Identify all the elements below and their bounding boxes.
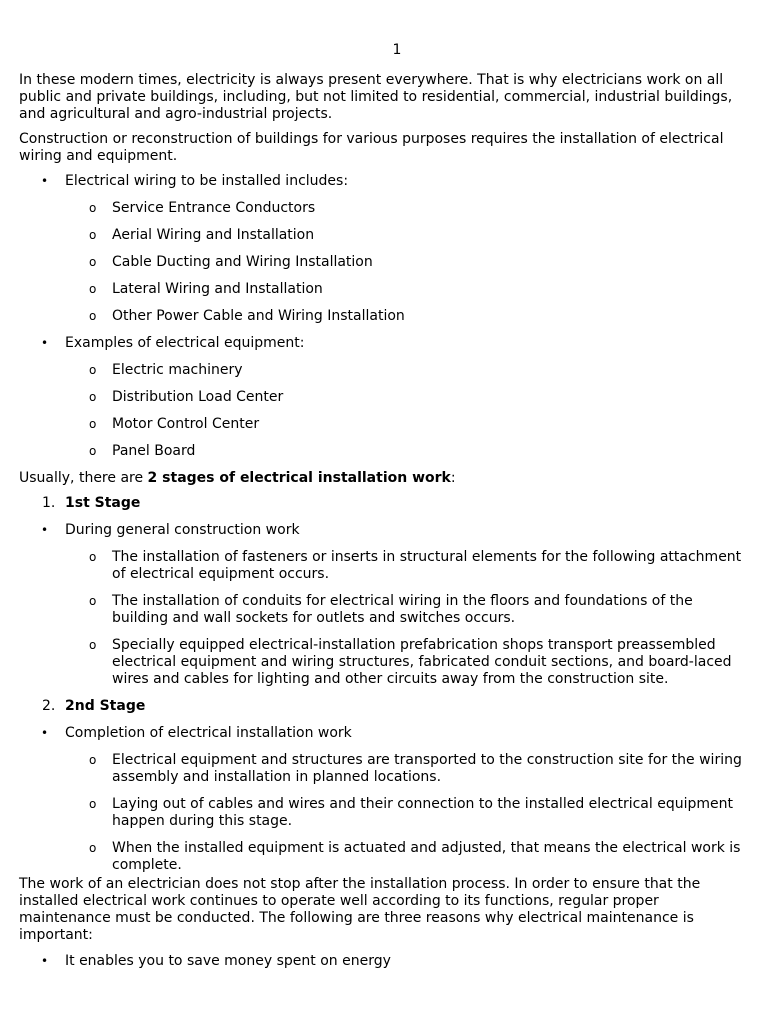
circle-bullet-icon: o xyxy=(89,638,97,652)
list-item: o Electric machinery xyxy=(89,362,243,378)
circle-bullet-icon: o xyxy=(89,753,97,767)
list-item: o When the installed equipment is actuated and adjusted, that means the electrical work is complete. xyxy=(89,840,741,873)
list-item: • It enables you to save money spent on energy xyxy=(41,953,391,969)
circle-bullet-icon: o xyxy=(89,363,97,377)
circle-bullet-icon: o xyxy=(89,417,97,431)
list-item: o Electrical equipment and structures are transported to the construction site for the wiring assembly and installation in planned locations. xyxy=(89,752,742,785)
list-item: o Other Power Cable and Wiring Installation xyxy=(89,308,405,324)
maintenance-list xyxy=(19,953,750,970)
intro-paragraph-2: Construction or reconstruction of buildings for various purposes requires the installation of electrical wiring and equipment. xyxy=(19,131,724,164)
stage-1 xyxy=(19,495,750,512)
wiring-section xyxy=(19,173,750,325)
wiring-heading xyxy=(19,173,750,190)
list-item: o The installation of conduits for electrical wiring in the floors and foundations of the building and wall sockets for outlets and switches occurs. xyxy=(89,593,693,626)
bullet-icon: • xyxy=(41,523,49,537)
page-number: 1 xyxy=(392,42,402,58)
stage-title: 1st Stage xyxy=(65,495,141,511)
equipment-heading xyxy=(19,335,750,352)
list-item: o Cable Ducting and Wiring Installation xyxy=(89,254,373,270)
circle-bullet-icon: o xyxy=(89,201,97,215)
intro-paragraph-1: In these modern times, electricity is always present everywhere. That is why electricians work on all public and private buildings, including, but not limited to residential, commercial, industrial buildings, and agricultural and agro-industrial projects. xyxy=(19,72,733,122)
stage-title: 2nd Stage xyxy=(65,698,146,714)
stage-heading xyxy=(19,698,750,715)
list-item: o Laying out of cables and wires and their connection to the installed electrical equipment happen during this stage. xyxy=(89,796,733,829)
bullet-icon: • xyxy=(41,726,49,740)
equipment-section xyxy=(19,335,750,460)
list-item: o Service Entrance Conductors xyxy=(89,200,316,216)
bullet-icon: • xyxy=(41,954,49,968)
circle-bullet-icon: o xyxy=(89,309,97,323)
circle-bullet-icon: o xyxy=(89,550,97,564)
list-item: o Panel Board xyxy=(89,443,196,459)
circle-bullet-icon: o xyxy=(89,255,97,269)
list-item: o Distribution Load Center xyxy=(89,389,284,405)
list-item: o Aerial Wiring and Installation xyxy=(89,227,315,243)
stage-number: 1. xyxy=(42,495,56,511)
circle-bullet-icon: o xyxy=(89,444,97,458)
bullet-icon: • xyxy=(41,336,49,350)
list-item: o Lateral Wiring and Installation xyxy=(89,281,323,297)
circle-bullet-icon: o xyxy=(89,282,97,296)
circle-bullet-icon: o xyxy=(89,841,97,855)
bullet-icon: • xyxy=(41,174,49,188)
stage-2 xyxy=(19,698,750,715)
list-item: o The installation of fasteners or inserts in structural elements for the following attachment of electrical equipment occurs. xyxy=(89,549,742,582)
list-item: o Motor Control Center xyxy=(89,416,260,432)
equipment-label: Examples of electrical equipment: xyxy=(65,335,305,351)
circle-bullet-icon: o xyxy=(89,594,97,608)
stage-subtitle: • Completion of electrical installation work xyxy=(41,725,352,741)
circle-bullet-icon: o xyxy=(89,390,97,404)
stage-number: 2. xyxy=(42,698,56,714)
stage-subtitle: • During general construction work xyxy=(41,522,300,538)
wiring-label: Electrical wiring to be installed includes: xyxy=(65,173,349,189)
stage-heading xyxy=(19,495,750,512)
circle-bullet-icon: o xyxy=(89,228,97,242)
maintenance-paragraph: The work of an electrician does not stop after the installation process. In order to ensure that the installed electrical work continues to operate well according to its functions, regular proper maintenance must be conducted. The following are three reasons why electrical maintenance is important: xyxy=(19,876,701,943)
stages-intro: Usually, there are 2 stages of electrical installation work: xyxy=(19,470,456,486)
list-item: o Specially equipped electrical-installation prefabrication shops transport preassembled electrical equipment and wiring structures, fabricated conduit sections, and board-laced wires and cables for lighting and other circuits away from the construction site. xyxy=(89,637,732,687)
circle-bullet-icon: o xyxy=(89,797,97,811)
